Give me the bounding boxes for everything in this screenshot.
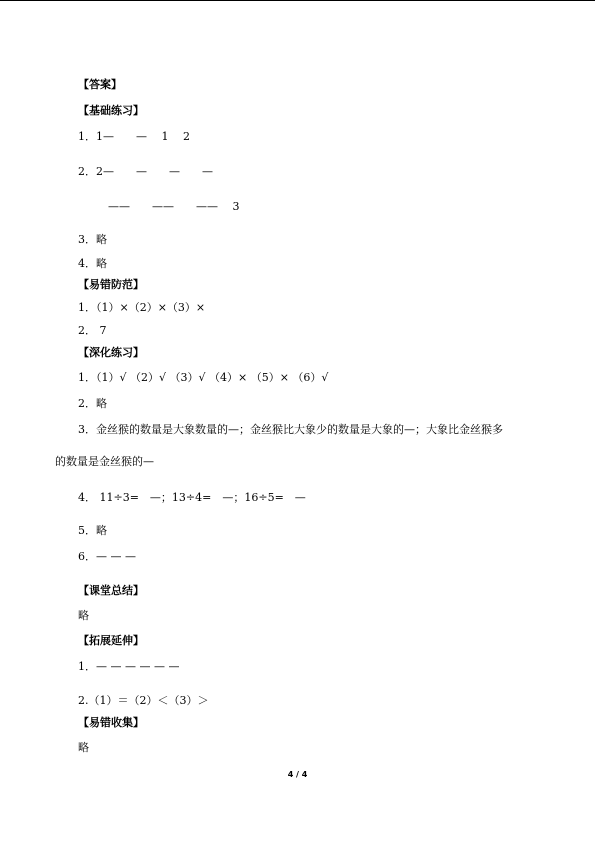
deepen-line-5: 5．略	[78, 524, 107, 537]
top-border-line	[0, 0, 595, 1]
error-prevent-line-2: 2． 7	[78, 324, 107, 337]
extend-line-1: 1．— — — — — —	[78, 660, 180, 673]
basic-line-1: 1．1— — 1 2	[78, 130, 190, 143]
basic-line-4: 4．略	[78, 257, 107, 270]
summary-line-1: 略	[78, 609, 89, 622]
section-title-extend: 【拓展延伸】	[78, 634, 144, 647]
deepen-line-3b: 的数量是金丝猴的—	[55, 455, 154, 468]
extend-line-2: 2.（1）＝（2）＜（3）＞	[78, 694, 209, 707]
section-title-error-prevent: 【易错防范】	[78, 278, 144, 291]
page-number: 4 / 4	[287, 770, 308, 779]
section-title-basic: 【基础练习】	[78, 104, 144, 117]
section-title-answer: 【答案】	[78, 78, 122, 91]
error-collect-line-1: 略	[78, 741, 89, 754]
basic-line-3: 3．略	[78, 233, 107, 246]
deepen-line-6: 6．— — —	[78, 550, 136, 563]
deepen-line-2: 2．略	[78, 397, 107, 410]
deepen-line-4: 4． 11÷3= —；13÷4= —；16÷5= —	[78, 491, 306, 504]
section-title-error-collect: 【易错收集】	[78, 716, 144, 729]
section-title-deepen: 【深化练习】	[78, 346, 144, 359]
error-prevent-line-1: 1．（1）×（2）×（3）×	[78, 301, 206, 314]
basic-line-2a: 2．2— — — —	[78, 165, 213, 178]
section-title-summary: 【课堂总结】	[78, 584, 144, 597]
deepen-line-1: 1．（1）√ （2）√ （3）√ （4）× （5）× （6）√	[78, 371, 329, 384]
deepen-line-3a: 3．金丝猴的数量是大象数量的—；金丝猴比大象少的数量是大象的—；大象比金丝猴多	[78, 423, 503, 436]
basic-line-2b: —— —— —— 3	[108, 200, 240, 213]
